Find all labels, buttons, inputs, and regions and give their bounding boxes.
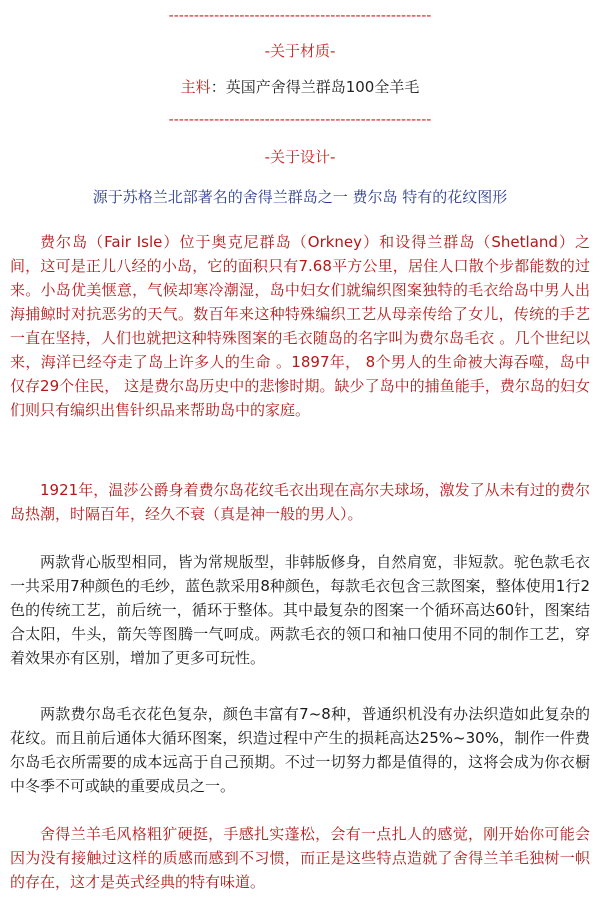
paragraph-duke-of-windsor: 1921年，温莎公爵身着费尔岛花纹毛衣出现在高尔夫球场，激发了从未有过的费尔岛热潮，时隔百年，经久不衰（真是神一般的男人）。 bbox=[10, 481, 590, 523]
material-value: ：英国产舍得兰群岛100全羊毛 bbox=[210, 78, 420, 96]
divider-middle: ---------------------------------------------------- bbox=[168, 112, 432, 128]
paragraph-shetland-wool: 舍得兰羊毛风格粗犷硬挺，手感扎实蓬松，会有一点扎人的感觉，刚开始你可能会因为没有接触过这样的质感而感到不习惯，而正是这些特点造就了舍得兰羊毛独树一帜的存在，这才是英式经典的特有味道。 bbox=[10, 825, 590, 891]
design-subtitle: 源于苏格兰北部著名的舍得兰群岛之一 费尔岛 特有的花纹图形 bbox=[92, 188, 508, 206]
divider-top: ---------------------------------------------------- bbox=[168, 8, 432, 24]
paragraph-vest-design: 两款背心版型相同，皆为常规版型，非韩版修身，自然肩宽，非短款。驼色款毛衣一共采用7种颜色的毛纱，蓝色款采用8种颜色，每款毛衣包含三款图案，整体使用1行2色的传统工艺，前后统一，循环于整体。其中最复杂的图案一个循环高达60针，图案结合太阳，牛头，箭矢等图腾一气呵成。两款毛衣的领口和袖口使用不同的制作工艺，穿着效果亦有区别，增加了更多可玩性。 bbox=[10, 553, 590, 667]
paragraph-knitting-complexity: 两款费尔岛毛衣花色复杂，颜色丰富有7~8种，普通织机没有办法织造如此复杂的花纹。而且前后通体大循环图案，织造过程中产生的损耗高达25%~30%，制作一件费尔岛毛衣所需要的成本远高于自己预期。不过一切努力都是值得的，这将会成为你衣橱中冬季不可或缺的重要成员之一。 bbox=[10, 705, 590, 795]
material-line bbox=[0, 76, 600, 97]
material-key: 主料 bbox=[180, 78, 211, 96]
design-heading: -关于设计- bbox=[264, 148, 336, 166]
paragraph-fair-isle-history: 费尔岛（Fair Isle）位于奥克尼群岛（Orkney）和设得兰群岛（Shetland）之间，这可是正儿八经的小岛，它的面积只有7.68平方公里，居住人口散个步都能数的过来。小岛优美惬意，气候却寒冷潮湿，岛中妇女们就编织图案独特的毛衣给岛中男人出海捕鲸时对抗恶劣的天气。数百年来这种特殊编织工艺从母亲传给了女儿，传统的手艺一直在坚持，人们也就把这种特殊图案的毛衣随岛的名字叫为费尔岛毛衣 。几个世纪以来，海洋已经夺走了岛上许多人的生命 。1897年， 8个男人的生命被大海吞噬，岛中仅存29个住民， 这是费尔岛历史中的悲惨时期。缺少了岛中的捕鱼能手，费尔岛的妇女们则只有编织出售针织品来帮助岛中的家庭。 bbox=[10, 233, 590, 419]
material-heading: -关于材质- bbox=[264, 42, 336, 60]
